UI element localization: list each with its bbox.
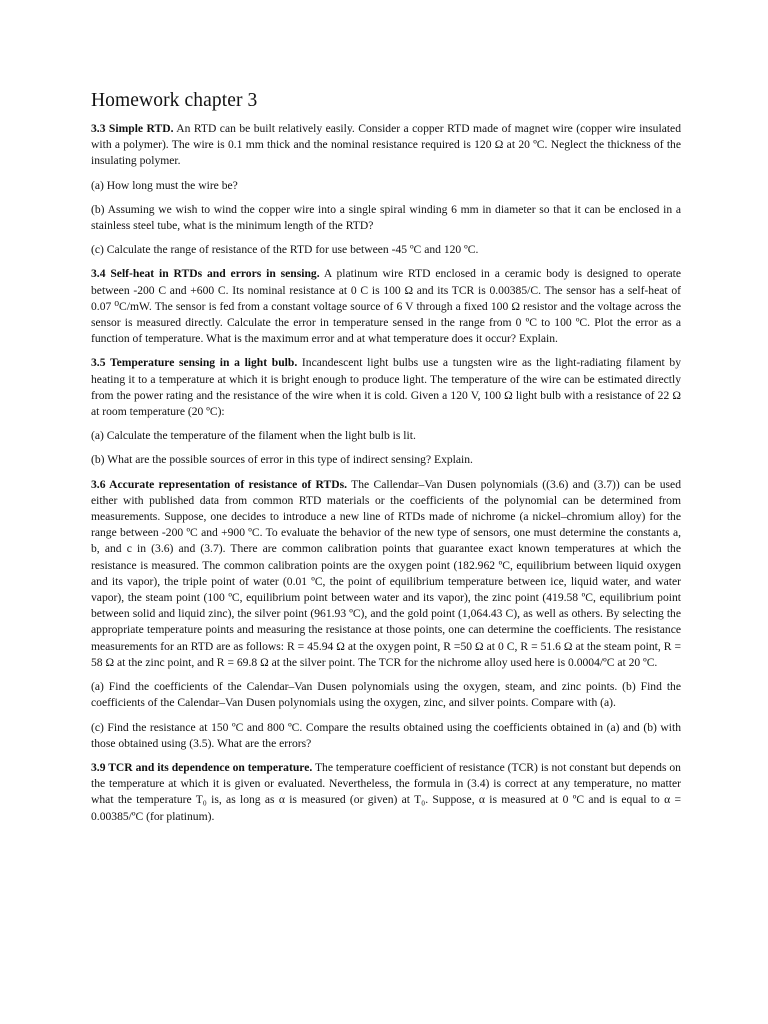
problem-3-6-part-c: (c) Find the resistance at 150 ºC and 800 ºC. Compare the results obtained using the coefficients obtained in (a) and (b) with those obtained using (3.5). What are the errors?: [91, 720, 681, 750]
problem-3-3-part-c: (c) Calculate the range of resistance of the RTD for use between -45 ºC and 120 ºC.: [91, 243, 479, 257]
problem-heading: 3.3 Simple RTD.: [91, 122, 174, 135]
problem-text: Incandescent light bulbs use a tungsten wire as the light-radiating filament by heating it to a temperature at which it is bright enough to produce light. The temperature of the wire can be estimated directly from the power rating and the resistance of the wire when it is cold. Given a 120 V, 100 Ω light bulb with a resistance of 22 Ω at room temperature (20 ºC):: [91, 356, 681, 419]
problem-text: The Callendar–Van Dusen polynomials ((3.6) and (3.7)) can be used either with published data from common RTD materials or the coefficients of the polynomial can be determined from measurements. Suppose, one decides to introduce a new line of RTDs made of nichrome (a nickel–chromium alloy) for the range between -200 ºC and +900 ºC. To evaluate the behavior of the new type of sensors, one must determine the constants a, b, and c in (3.6) and (3.7). There are common calibration points that guarantee exact known temperatures at which the resistance is measured. The common calibration points are the oxygen point (182.962 ºC, equilibrium between liquid oxygen and its vapor), the triple point of water (0.01 ºC, the point of equilibrium temperature between ice, liquid water, and water vapor), the steam point (100 ºC, equilibrium point between water and its vapor), the zinc point (419.58 ºC, equilibrium point between solid and liquid zinc), the silver point (961.93 ºC), and the gold point (1,064.43 C), as well as others. By selecting the appropriate temperature points and measuring the resistance at those points, one can determine the coefficients. The resistance measurements for an RTD are as follows: R = 45.94 Ω at the oxygen point, R =50 Ω at 0 C, R = 51.6 Ω at the steam point, R = 58 Ω at the zinc point, and R = 69.8 Ω at the silver point. The TCR for the nichrome alloy used here is 0.0004/ºC at 20 ºC.: [91, 477, 682, 669]
problem-3-3-part-a: (a) How long must the wire be?: [91, 178, 238, 192]
problem-3-6-part-ab: (a) Find the coefficients of the Calendar–Van Dusen polynomials using the oxygen, steam, and zinc points. (b) Find the coefficients of the Calendar–Van Dusen polynomials using the oxygen, zinc, and silver points. Compare with (a).: [91, 680, 681, 710]
problem-heading: 3.6 Accurate representation of resistance of RTDs.: [91, 477, 348, 491]
problem-heading: 3.5 Temperature sensing in a light bulb.: [91, 356, 298, 370]
problem-text: An RTD can be built relatively easily. Consider a copper RTD made of magnet wire (copper wire insulated with a polymer). The wire is 0.1 mm thick and the nominal resistance required is 120 Ω at 20 ºC. Neglect the thickness of the insulating polymer.: [91, 122, 681, 168]
page-title: Homework chapter 3: [91, 90, 258, 111]
problem-3-5-intro: [91, 355, 681, 420]
problem-heading: 3.4 Self-heat in RTDs and errors in sensing.: [91, 267, 320, 281]
problem-3-4-intro: [91, 266, 681, 347]
problem-3-3-part-b: (b) Assuming we wish to wind the copper wire into a single spiral winding 6 mm in diameter so that it can be enclosed in a stainless steel tube, what is the minimum length of the RTD?: [91, 202, 681, 233]
problem-3-3-intro: [91, 121, 681, 170]
problem-3-5-part-a: (a) Calculate the temperature of the filament when the light bulb is lit.: [91, 429, 416, 443]
document-page: [91, 90, 681, 833]
problem-text: A platinum wire RTD enclosed in a ceramic body is designed to operate between -200 C and +600 C. Its nominal resistance at 0 C is 100 Ω and its TCR is 0.00385/C. The sensor has a self-heat of 0.07 ⁰C/mW. The sensor is fed from a constant voltage source of 6 V through a fixed 100 Ω resistor and the voltage across the sensor is measured directly. Calculate the error in temperature sensed in the range from 0 ºC to 100 ºC. Plot the error as a function of temperature. What is the maximum error and at what temperature does it occur? Explain.: [91, 267, 681, 346]
problem-3-9-intro: [91, 760, 681, 825]
problem-heading: 3.9 TCR and its dependence on temperature.: [91, 760, 313, 774]
problem-text: The temperature coefficient of resistance (TCR) is not constant but depends on the temperature at which it is given or evaluated. Nevertheless, the formula in (3.4) is correct at any temperature, no matter what the temperature T₀ is, as long as α is measured (or given) at T₀. Suppose, α is measured at 0 ºC and is equal to α = 0.00385/ºC (for platinum).: [91, 760, 681, 823]
problem-3-6-intro: [91, 477, 681, 671]
problem-3-5-part-b: (b) What are the possible sources of error in this type of indirect sensing? Explain.: [91, 453, 473, 467]
